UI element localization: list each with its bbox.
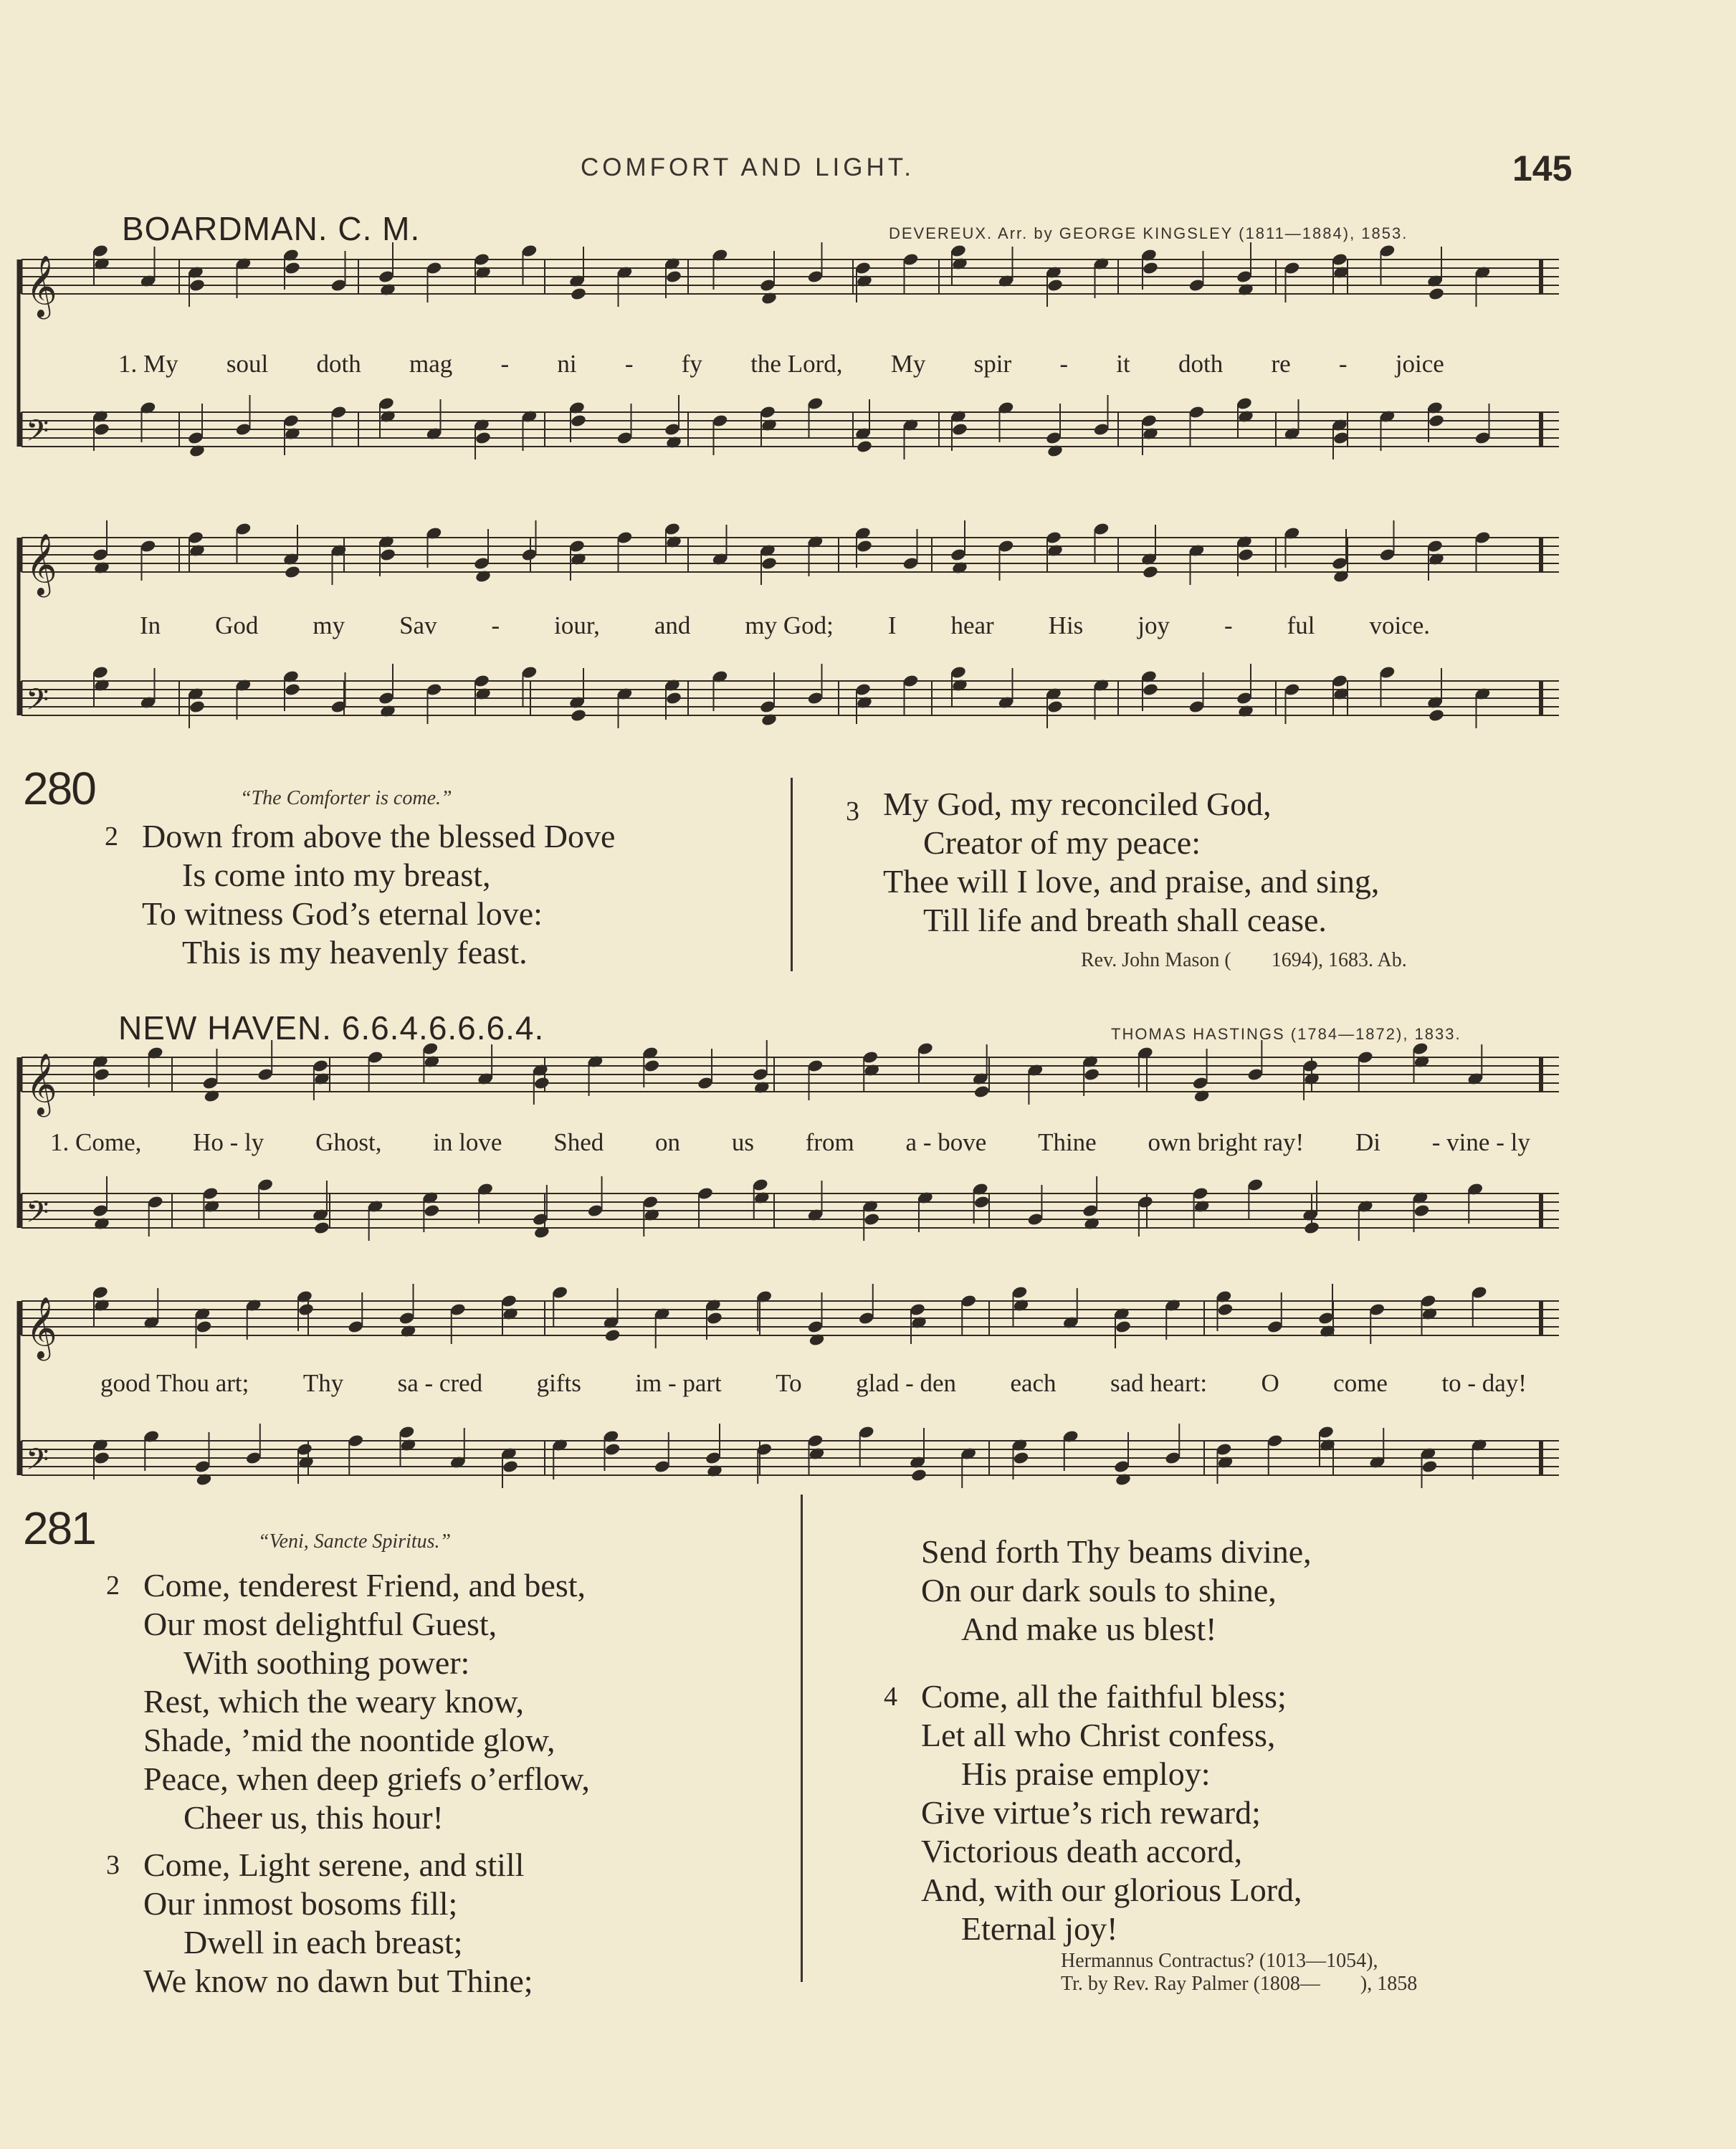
lyric-syllable: sa - cred — [397, 1369, 483, 1397]
treble-clef-icon: 𝄞 — [26, 533, 57, 595]
lyric-syllable: His — [1048, 611, 1084, 639]
bass-clef-icon: 𝄢 — [26, 1195, 49, 1236]
lyric-syllable: ful — [1287, 611, 1315, 639]
stanza-line: Thee will I love, and praise, and sing, — [883, 863, 1380, 900]
note-head — [1237, 548, 1254, 562]
note-head — [93, 422, 110, 437]
note-head — [1421, 1459, 1439, 1474]
stanza-line: Dwell in each breast; — [183, 1924, 463, 1960]
lyric-syllable: us — [731, 1128, 754, 1156]
note-head — [1046, 278, 1064, 292]
note-head — [284, 261, 301, 275]
note-head — [533, 1076, 550, 1090]
lyric-syllable: doth — [316, 350, 361, 378]
lyric-syllable: it — [1116, 350, 1130, 378]
stanza-number: 3 — [106, 1850, 120, 1880]
stanza-line: Creator of my peace: — [923, 824, 1201, 861]
note-head — [1428, 414, 1445, 428]
stanza-line: Rest, which the weary know, — [143, 1683, 524, 1720]
lyrics-line-new-haven-2 — [100, 1369, 1527, 1398]
stanza-line: Eternal joy! — [961, 1910, 1118, 1947]
lyric-syllable: a - bove — [905, 1128, 987, 1156]
lyric-syllable: joy — [1138, 611, 1170, 639]
tune-name-boardman: BOARDMAN. C. M. — [122, 210, 421, 247]
lyric-syllable: spir — [973, 350, 1012, 378]
lyric-syllable: voice. — [1369, 611, 1430, 639]
bass-clef-icon: 𝄢 — [26, 414, 49, 455]
note-head — [1115, 1320, 1132, 1334]
lyric-syllable: - vine - ly — [1431, 1128, 1530, 1156]
lyric-syllable: Sav — [399, 611, 437, 639]
column-divider — [791, 778, 793, 971]
note-head — [1013, 1451, 1030, 1465]
lyric-syllable: glad - den — [856, 1369, 957, 1397]
treble-clef-icon: 𝄞 — [26, 1053, 57, 1115]
page-number: 145 — [1512, 148, 1573, 189]
note-head — [189, 700, 206, 714]
stanza-line: Our most delightful Guest, — [143, 1606, 497, 1642]
note-head — [856, 539, 873, 553]
note-head — [1428, 287, 1445, 301]
stanza-line: Let all who Christ confess, — [921, 1717, 1276, 1753]
stanza-line: To witness God’s eternal love: — [142, 895, 543, 932]
stanza-line: Our inmost bosoms fill; — [143, 1885, 458, 1922]
tune-name-new-haven: NEW HAVEN. 6.6.4.6.6.6.4. — [118, 1009, 545, 1047]
note-head — [1428, 708, 1445, 723]
stanza-line: Cheer us, this hour! — [183, 1799, 444, 1836]
hymn-subtitle-281: “Veni, Sancte Spiritus.” — [258, 1530, 452, 1553]
note-head — [1046, 700, 1064, 714]
treble-clef-icon: 𝄞 — [26, 255, 57, 317]
note-head — [1142, 565, 1159, 579]
stanza-line: Come, all the faithful bless; — [921, 1678, 1287, 1715]
lyric-syllable: My — [890, 350, 926, 378]
lyric-syllable: O — [1261, 1369, 1279, 1397]
stanza-number: 4 — [884, 1682, 897, 1712]
lyric-syllable: im - part — [635, 1369, 722, 1397]
stanza-line: Peace, when deep griefs o’erflow, — [143, 1760, 590, 1797]
stanza-number: 3 — [846, 796, 859, 826]
lyric-syllable: - — [1224, 611, 1233, 639]
lyric-syllable: mag — [409, 350, 453, 378]
stanza-281-4 — [884, 1677, 1302, 1948]
lyric-syllable: each — [1010, 1369, 1057, 1397]
note-head — [1217, 1302, 1234, 1317]
bass-clef-icon: 𝄢 — [26, 682, 49, 724]
note-head — [1083, 1067, 1100, 1082]
stanza-line: Victorious death accord, — [921, 1833, 1243, 1869]
lyric-syllable: To — [776, 1369, 802, 1397]
stanza-line: My God, my reconciled God, — [883, 786, 1272, 822]
note-head — [474, 431, 492, 445]
running-head: COMFORT AND LIGHT. — [581, 153, 915, 181]
note-head — [1142, 682, 1159, 697]
note-head — [93, 1067, 110, 1082]
lyric-syllable: come — [1333, 1369, 1388, 1397]
stanza-line: His praise employ: — [961, 1755, 1211, 1792]
lyrics-line-boardman-1 — [118, 350, 1444, 378]
stanza-280-3 — [846, 785, 1380, 940]
stanza-line: And make us blest! — [961, 1611, 1217, 1647]
note-head — [1413, 1204, 1431, 1218]
lyric-syllable: and — [654, 611, 691, 639]
hymn-number-280: 280 — [23, 763, 95, 814]
note-head — [379, 548, 396, 562]
lyric-syllable: Shed — [553, 1128, 604, 1156]
note-head — [284, 565, 301, 579]
stanza-281-3-continued — [921, 1533, 1312, 1649]
note-head — [951, 422, 968, 437]
lyric-syllable: my God; — [745, 611, 834, 639]
lyric-syllable: - — [491, 611, 500, 639]
note-head — [424, 1204, 441, 1218]
stanza-line: Send forth Thy beams divine, — [921, 1533, 1312, 1570]
lyric-syllable: - — [1338, 350, 1348, 378]
stanza-281-2 — [106, 1566, 590, 1837]
hymn-credit-281-line-2: Tr. by Rev. Ray Palmer (1808— ), 1858 — [1061, 1973, 1418, 1995]
tune-attribution-new-haven: THOMAS HASTINGS (1784—1872), 1833. — [1111, 1025, 1461, 1043]
lyric-syllable: I — [887, 611, 897, 639]
lyric-syllable: good Thou art; — [100, 1369, 249, 1397]
stanza-line: We know no dawn but Thine; — [143, 1963, 533, 1999]
bass-clef-icon: 𝄢 — [26, 1442, 49, 1484]
stanza-line: Give virtue’s rich reward; — [921, 1794, 1261, 1831]
note-head — [973, 1085, 991, 1099]
stanza-line: Down from above the blessed Dove — [142, 818, 616, 854]
column-divider — [801, 1495, 803, 1982]
lyric-syllable: 1. My — [118, 350, 178, 378]
lyric-syllable: gifts — [536, 1369, 581, 1397]
tune-attribution-boardman: DEVEREUX. Arr. by GEORGE KINGSLEY (1811—1884), 1853. — [889, 224, 1408, 242]
lyric-syllable: 1. Come, — [50, 1128, 142, 1156]
note-head — [570, 708, 587, 723]
note-head — [973, 1195, 991, 1209]
lyric-syllable: Thine — [1038, 1128, 1097, 1156]
note-head — [1303, 1221, 1320, 1235]
lyric-syllable: on — [655, 1128, 681, 1156]
note-head — [910, 1468, 927, 1482]
lyric-syllable: Thy — [302, 1369, 344, 1397]
note-head — [196, 1320, 213, 1334]
stanza-line: Come, Light serene, and still — [143, 1847, 525, 1883]
lyric-syllable: my — [313, 611, 345, 639]
stanza-line: On our dark souls to shine, — [921, 1572, 1277, 1609]
stanza-line: With soothing power: — [183, 1644, 470, 1681]
stanza-number: 2 — [106, 1571, 120, 1601]
note-head — [665, 270, 682, 284]
lyric-syllable: Ghost, — [315, 1128, 382, 1156]
note-head — [856, 439, 873, 454]
note-head — [189, 278, 206, 292]
note-head — [706, 1311, 723, 1325]
lyric-syllable: hear — [950, 611, 994, 639]
lyrics-line-new-haven-1 — [50, 1128, 1530, 1157]
note-head — [570, 414, 587, 428]
lyric-syllable: In — [140, 611, 161, 639]
note-head — [297, 1302, 315, 1317]
stanza-number: 2 — [105, 821, 118, 852]
note-head — [502, 1459, 519, 1474]
note-head — [604, 1328, 621, 1343]
lyric-syllable: joice — [1395, 350, 1444, 378]
lyric-syllable: iour, — [554, 611, 600, 639]
lyric-syllable: - — [624, 350, 634, 378]
hymn-subtitle-280: “The Comforter is come.” — [240, 787, 452, 809]
lyric-syllable: to - day! — [1441, 1369, 1527, 1397]
stanza-280-2 — [105, 817, 616, 972]
stanza-line: Is come into my breast, — [182, 857, 491, 893]
hymn-credit-280: Rev. John Mason ( 1694), 1683. Ab. — [1081, 949, 1407, 971]
note-head — [284, 682, 301, 697]
hymn-number-281: 281 — [23, 1502, 95, 1554]
lyric-syllable: doth — [1178, 350, 1224, 378]
lyric-syllable: own bright ray! — [1148, 1128, 1305, 1156]
stanza-line: And, with our glorious Lord, — [921, 1872, 1302, 1908]
lyric-syllable: ni — [557, 350, 577, 378]
note-head — [313, 1221, 330, 1235]
lyric-syllable: soul — [226, 350, 269, 378]
lyric-syllable: - — [1059, 350, 1069, 378]
lyric-syllable: the Lord, — [750, 350, 843, 378]
note-head — [604, 1442, 621, 1457]
hymn-credit-281-line-1: Hermannus Contractus? (1013—1054), — [1061, 1950, 1378, 1972]
lyric-syllable: sad heart: — [1110, 1369, 1208, 1397]
stanza-line: Come, tenderest Friend, and best, — [143, 1567, 586, 1604]
note-head — [863, 1212, 880, 1226]
stanza-line: Shade, ’mid the noontide glow, — [143, 1722, 555, 1758]
note-head — [93, 1451, 110, 1465]
lyric-syllable: - — [500, 350, 510, 378]
stanza-line: Till life and breath shall cease. — [923, 902, 1327, 938]
note-head — [1142, 261, 1159, 275]
lyric-syllable: re — [1271, 350, 1291, 378]
stanza-281-3 — [106, 1846, 533, 2001]
lyric-syllable: in love — [433, 1128, 502, 1156]
lyric-syllable: fy — [681, 350, 702, 378]
note-head — [760, 556, 778, 571]
lyric-syllable: Di — [1355, 1128, 1380, 1156]
lyric-syllable: from — [805, 1128, 854, 1156]
lyric-syllable: God — [215, 611, 259, 639]
note-head — [570, 287, 587, 301]
stanza-line: This is my heavenly feast. — [182, 934, 528, 971]
note-head — [665, 691, 682, 705]
lyrics-line-boardman-2 — [140, 611, 1430, 640]
treble-clef-icon: 𝄞 — [26, 1297, 57, 1358]
lyric-syllable: Ho - ly — [193, 1128, 264, 1156]
note-head — [644, 1059, 661, 1073]
